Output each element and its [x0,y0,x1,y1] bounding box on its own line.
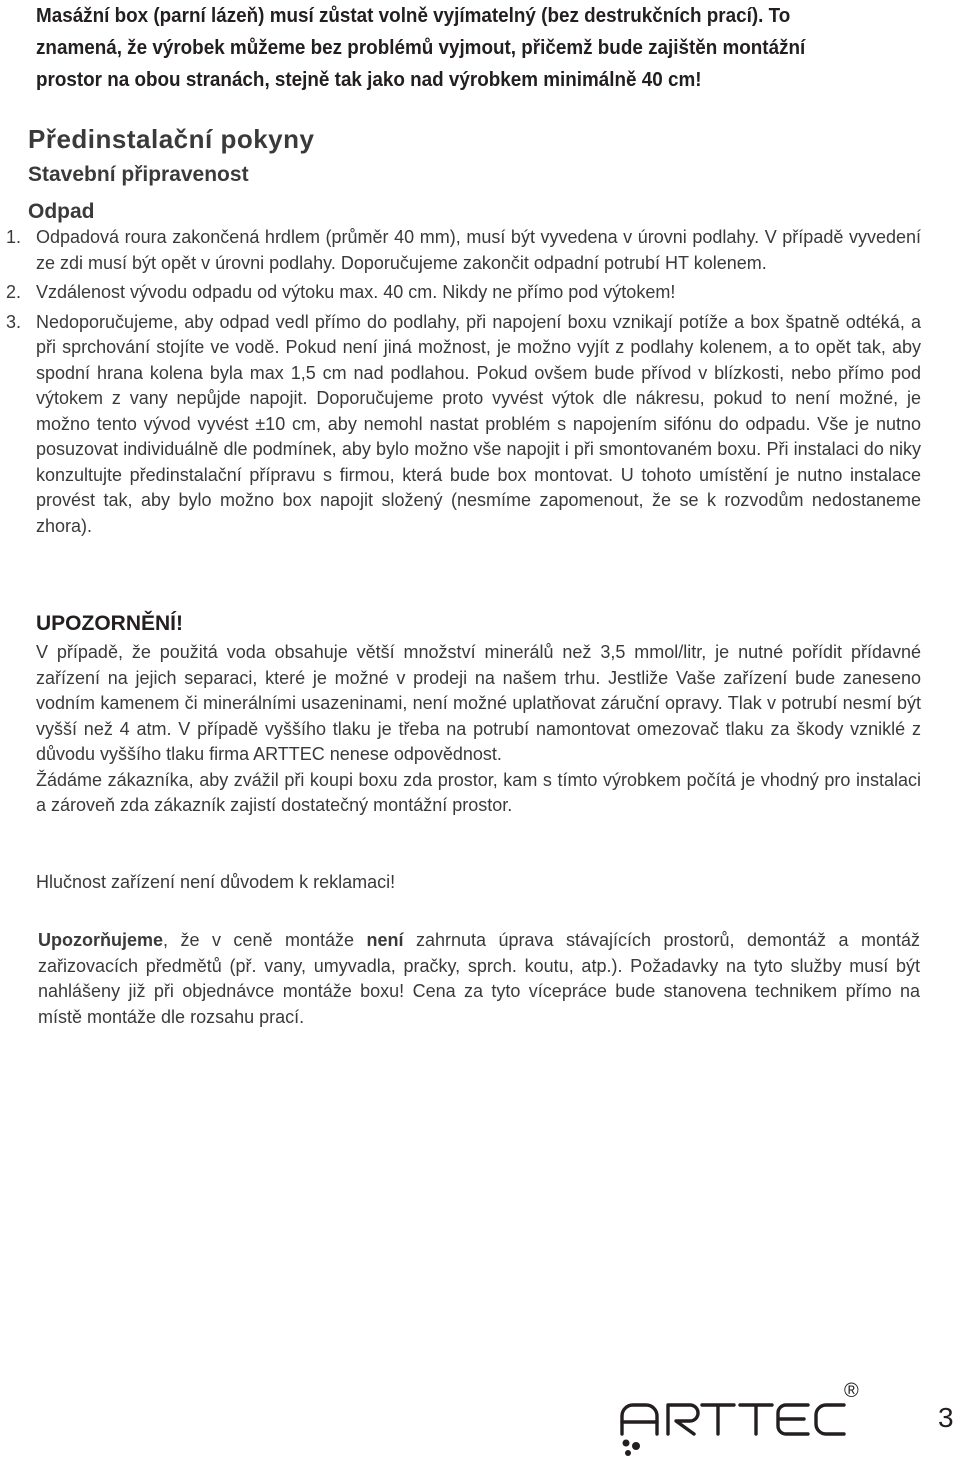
list-item [6,310,921,540]
warning-title: UPOZORNĚNÍ! [36,612,183,635]
warning-block [36,640,921,819]
notice-lead: Upozorňujeme [38,930,164,950]
list-item [6,280,921,306]
subsubsection-title: Odpad [28,200,95,223]
logo-graphic [612,1386,862,1458]
drain-steps-list [6,225,921,543]
notice-text: , že v ceně montáže [163,930,367,950]
list-text: Nedoporučujeme, aby odpad vedl přímo do podlahy, při napojení boxu vznikají potíže a box špatně odtéká, a při sprchování stojíte ve vodě. Pokud není jiná možnost, je možno vyjít z podlahy kolenem, a to opět tak, aby spodní hrana kolena byla max 1,5 cm nad podlahou. Pokud ovšem bude přívod v blízkosti, nebo přímo pod výtokem z vany nepůjde napojit. Doporučujeme proto vyvést výtok dle nákresu, pokud to není možné, je možno tento vývod vyvést ±10 cm, aby nemohl nastat problém s napojením sifónu do odpadu. Vše je nutno posuzovat individuálně dle podmínek, aby bylo možno vše napojit i při smontovaném boxu. Při instalaci do niky konzultujte předinstalační přípravu s firmou, která bude box montovat. U tohoto umístění je nutno instalace provést tak, aby bylo možno box napojit složený (nesmíme zapomenout, že se k rozvodům nedostaneme zhora). [36,311,921,536]
list-number: 2. [6,282,22,302]
noise-note: Hlučnost zařízení není důvodem k reklamaci! [36,872,396,892]
intro-paragraph: Masážní box (parní lázeň) musí zůstat volně vyjímatelný (bez destrukčních prací). To znamená, že výrobek můžeme bez problémů vyjmout, přičemž bude zajištěn montážní prostor na obou stranách, stejně tak jako nad výrobkem minimálně 40 cm! [36,4,806,91]
list-number: 3. [6,311,22,332]
warning-paragraph: V případě, že použitá voda obsahuje větší množství minerálů než 3,5 mmol/litr, je nutné pořídit přídavné zařízení na jejich separaci, které je možné v prodeji na našem trhu. Jestliže Vaše zařízení bude zaneseno vodním kamenem či minerálními usazeninami, není možné uplatňovat záruční opravy. Tlak v potrubí nesmí být vyšší než 4 atm. V případě vyššího tlaku je třeba na potrubí namontovat omezovač tlaku za škody vzniklé z důvodu vyššího tlaku firma ARTTEC nenese odpovědnost. [36,642,921,764]
notice-paragraph [38,928,920,1030]
subsection-title: Stavební připravenost [28,163,249,186]
list-text: Vzdálenost vývodu odpadu od výtoku max. 40 cm. Nikdy ne přímo pod výtokem! [36,282,676,302]
notice-emphasis: není [366,930,404,950]
section-title: Předinstalační pokyny [28,124,315,154]
notice-text: zahrnuta úprava stávajících prostorů, demontáž a montáž zařizovacích předmětů (př. vany, umyvadla, pračky, sprch. koutu, atp.). Požadavky na tyto služby musí být nahlášeny již při objednávce montáže boxu! Cena za tyto vícepráce bude stanovena technikem přímo na místě montáže dle rozsahu prací. [38,930,920,1027]
page-number: 3 [938,1402,954,1433]
registered-mark: ® [844,1380,859,1402]
list-item [6,225,921,276]
list-number: 1. [6,227,22,247]
list-text: Odpadová roura zakončená hrdlem (průměr 40 mm), musí být vyvedena v úrovni podlahy. V případě vyvedení ze zdi musí být opět v úrovni podlahy. Doporučujeme zakončit odpadní potrubí HT kolenem. [36,227,921,273]
arttec-logo-icon [612,1380,862,1458]
warning-paragraph: Žádáme zákazníka, aby zvážil při koupi boxu zda prostor, kam s tímto výrobkem počítá je vhodný pro instalaci a zároveň zda zákazník zajistí dostatečný montážní prostor. [36,769,921,815]
